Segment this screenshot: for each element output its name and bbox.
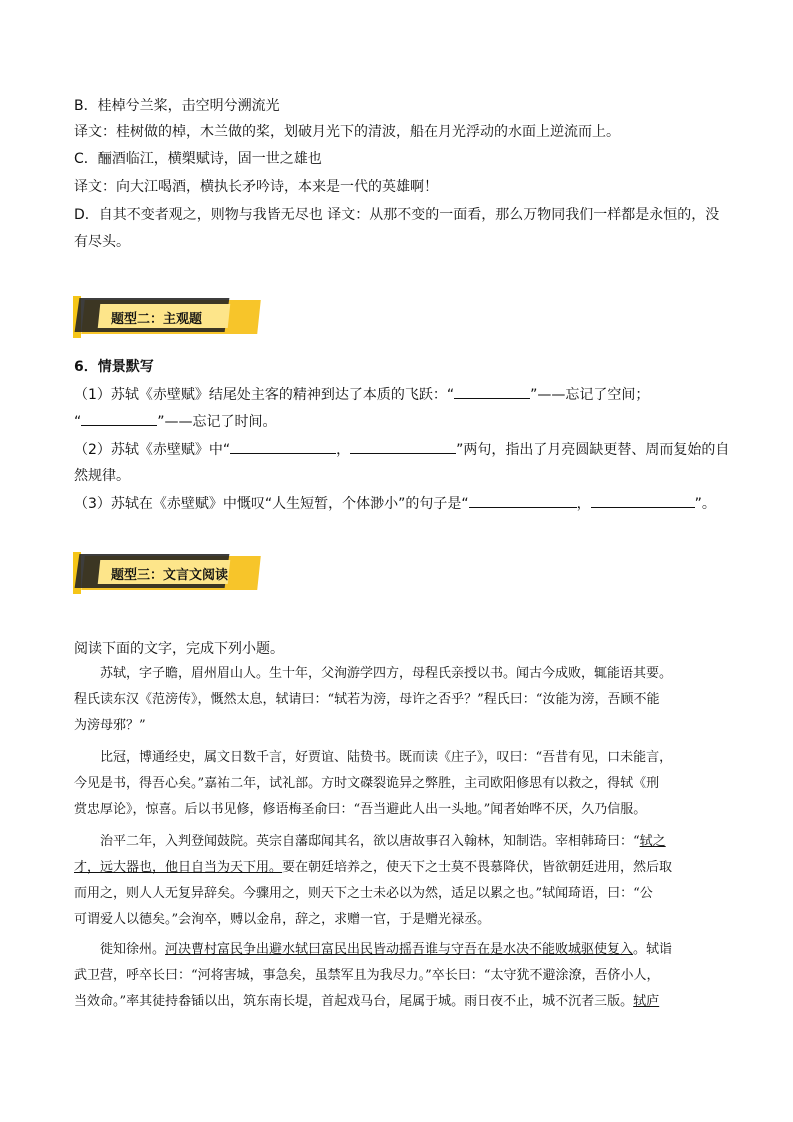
question-1-line-1: （1）苏轼《赤壁赋》结尾处主客的精神到达了本质的飞跃：“ ”——忘记了空间； (74, 384, 649, 405)
answer-blank[interactable] (350, 439, 456, 454)
answer-blank[interactable] (454, 384, 530, 399)
passage-p2-l2: 今见是书，得吾心矣。”嘉祐二年，试礼部。方时文磔裂诡异之弊胜，主司欧阳修思有以救之，得轼《刑 (74, 776, 660, 791)
answer-blank[interactable] (81, 411, 157, 426)
section-banner-classical-reading (73, 552, 263, 594)
section-banner-subjective (73, 296, 263, 338)
passage-p4-l2: 武卫营，呼卒长曰：“河将害城，事急矣，虽禁军且为我尽力。”卒长曰：“太守犹不避涂潦，吾侪小人， (74, 968, 660, 983)
option-c-translation: 译文：向大江喝酒，横执长矛吟诗，本来是一代的英雄啊！ (74, 179, 438, 195)
question-1-line-2: “ ”——忘记了时间。 (74, 411, 277, 432)
passage-p1-l1: 苏轼，字子瞻，眉州眉山人。生十年，父洵游学四方，母程氏亲授以书。闻古今成败，辄能语其要。 (100, 666, 673, 681)
passage-p2-l1: 比冠，博通经史，属文日数千言，好贾谊、陆贽书。既而读《庄子》，叹曰：“吾昔有见，口未能言， (100, 750, 673, 765)
answer-blank[interactable] (230, 439, 336, 454)
passage-p4-l1: 徙知徐州。河决曹村富民争出避水轼曰富民出民皆动摇吾谁与守吾在是水决不能败城驱使复入。轼诣 (100, 942, 673, 957)
passage-p3-l2: 才，远大器也，他日自当为天下用。要在朝廷培养之，使天下之士莫不畏慕降伏，皆欲朝廷进用，然后取 (74, 860, 673, 875)
passage-p3-l3: 而用之，则人人无复异辞矣。今骤用之，则天下之士未必以为然，适足以累之也。”轼闻琦语，曰：“公 (74, 886, 653, 901)
section-title: 题型二：主观题 (111, 312, 203, 327)
passage-p4-l3: 当效命。”率其徒持畚锸以出，筑东南长堤，首起戏马台，尾属于城。雨日夜不止，城不沉者三版。轼庐 (74, 994, 660, 1009)
passage-p2-l3: 赏忠厚论》，惊喜。后以书见修，修语梅圣俞曰：“吾当避此人出一头地。”闻者始哗不厌，久乃信服。 (74, 802, 647, 817)
question-2-line-2: 然规律。 (74, 468, 130, 484)
passage-p1-l3: 为滂母邪？” (74, 718, 146, 733)
option-d: D．自其不变者观之，则物与我皆无尽也 译文：从那不变的一面看，那么万物同我们一样都是永恒的，没 (74, 207, 720, 223)
option-c: C．酾酒临江，横槊赋诗，固一世之雄也 (74, 151, 322, 167)
option-b: B．桂棹兮兰桨，击空明兮溯流光 (74, 98, 280, 114)
answer-blank[interactable] (469, 493, 577, 508)
passage-p1-l2: 程氏读东汉《范滂传》，慨然太息，轼请曰：“轼若为滂，母许之否乎？”程氏曰：“汝能为滂，吾顾不能 (74, 692, 660, 707)
question-title: 6．情景默写 (74, 359, 154, 375)
passage-p3-l4: 可谓爱人以德矣。”会洵卒，赙以金帛，辞之，求赠一官，于是赠光禄丞。 (74, 912, 491, 927)
answer-blank[interactable] (591, 493, 695, 508)
passage-p3-l1: 治平二年，入判登闻鼓院。英宗自藩邸闻其名，欲以唐故事召入翰林，知制诰。宰相韩琦曰：“轼之 (100, 834, 666, 849)
reading-intro: 阅读下面的文字，完成下列小题。 (74, 641, 284, 657)
section-title: 题型三：文言文阅读 (111, 568, 229, 583)
question-3-line-1: （3）苏轼在《赤壁赋》中慨叹“人生短暂，个体渺小”的句子是“ ， ”。 (74, 493, 716, 514)
option-b-translation: 译文：桂树做的棹，木兰做的桨，划破月光下的清波，船在月光浮动的水面上逆流而上。 (74, 124, 620, 140)
question-2-line-1: （2）苏轼《赤壁赋》中“ ， ”两句，指出了月亮圆缺更替、周而复始的自 (74, 439, 729, 460)
option-d-cont: 有尽头。 (74, 234, 130, 250)
